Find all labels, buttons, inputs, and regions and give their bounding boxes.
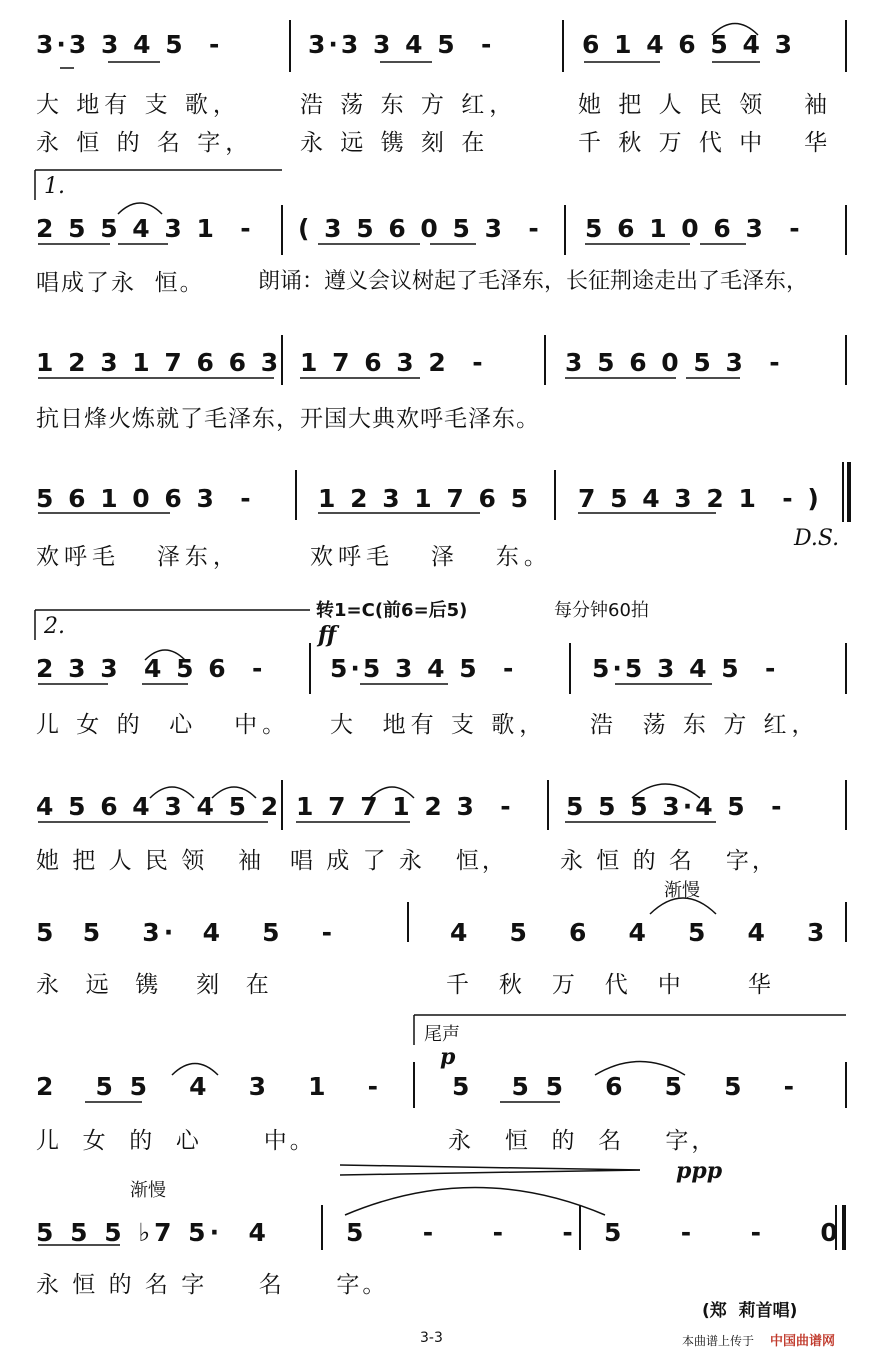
lyric-line: 唱成了永 恒。 — [36, 270, 205, 296]
lyric-line: 永 远 镌 刻 在 — [300, 130, 490, 156]
lyric-line: 欢呼毛 泽东， — [36, 544, 241, 570]
measure: 5 5 5 6 5 5 - — [452, 1072, 799, 1101]
measure: 5·5 3 4 5 - — [592, 654, 779, 683]
measure: 7 5 4 3 2 1 - ) — [578, 484, 822, 513]
measure: ( 3 5 6 0 5 3 - — [298, 214, 542, 243]
measure: 3 5 6 0 5 3 - — [565, 348, 783, 377]
measure: 5 - - - — [346, 1218, 587, 1247]
lyric-line: 她 把 人 民 领 袖 — [578, 92, 833, 118]
measure: 2 5 5 4 3 1 - — [36, 1072, 383, 1101]
tempo-mark: 渐慢 — [130, 1180, 166, 1201]
measure: 5 6 1 0 6 3 - — [36, 484, 254, 513]
lyric-line: 浩 荡 东 方 红， — [300, 92, 518, 118]
measure: 5·5 3 4 5 - — [330, 654, 517, 683]
recitation: 朗诵：遵义会议树起了毛泽东，长征荆途走出了毛泽东， — [258, 269, 809, 294]
measure: 1 2 3 1 7 6 5 — [318, 484, 531, 513]
key-change: 转1=C(前6=后5) — [316, 600, 468, 621]
coda-label: 尾声 — [424, 1024, 460, 1045]
measure: 5 6 1 0 6 3 - — [585, 214, 803, 243]
measure-2: 3·3 3 4 5 - — [308, 30, 495, 59]
measure: 1 7 6 3 2 - — [300, 348, 486, 377]
lyric-line: 浩 荡 东 方 红， — [590, 712, 820, 738]
page-number: 3-3 — [420, 1330, 443, 1346]
lyric-line: 儿 女 的 心 中。 — [36, 712, 291, 738]
lyric-line: 千 秋 万 代 中 华 — [446, 972, 773, 998]
lyric-line: 大 地有 支 歌， — [330, 712, 548, 738]
lyric-line: 儿 女 的 心 中。 — [36, 1128, 316, 1154]
ds-mark: D.S. — [794, 526, 840, 551]
measure: 5 - - 0 — [604, 1218, 852, 1247]
lyric-line: 千 秋 万 代 中 华 — [578, 130, 833, 156]
measure: 4 5 6 4 5 4 3 — [450, 918, 829, 947]
measure-3: 6 1 4 6 5 4 3 — [582, 30, 795, 59]
tempo-mark: 渐慢 — [664, 880, 700, 901]
dynamic-ppp: ppp — [676, 1158, 723, 1184]
tempo: 每分钟60拍 — [554, 600, 649, 621]
lyric-line: 大 地有 支 歌， — [36, 92, 241, 118]
measure: 2 3 3 4 5 6 - — [36, 654, 266, 683]
measure: 4 5 6 4 3 4 5 2 — [36, 792, 282, 821]
lyric-line: 永 远 镌 刻 在 — [36, 972, 273, 998]
lyric-line: 永 恒 的 名 字 名 字。 — [36, 1272, 389, 1298]
lyric-line: 永 恒 的 名 字， — [448, 1128, 718, 1154]
measure: 1 2 3 1 7 6 6 3 — [36, 348, 282, 377]
volta-label: 1. — [44, 174, 65, 199]
measure: 5 5 3· 4 5 - — [36, 918, 336, 947]
measure: 5 5 5 ♭7 5· 4 — [36, 1218, 270, 1247]
recitation: 开国大典欢呼毛泽东。 — [300, 406, 540, 432]
lyric-line: 欢呼毛 泽 东。 — [310, 544, 552, 570]
credit: (郑 莉首唱) — [702, 1301, 798, 1321]
dynamic-p: p — [440, 1044, 456, 1070]
lyric-line: 永 恒 的 名 字， — [560, 848, 778, 874]
footer-site-logo[interactable]: 中国曲谱网 — [770, 1334, 836, 1349]
measure: 1 7 7 1 2 3 - — [296, 792, 514, 821]
measure-1: 3·3 3 4 5 - — [36, 30, 223, 59]
measure: 5 5 5 3·4 5 - — [566, 792, 785, 821]
lyric-line: 唱 成 了 永 恒， — [290, 848, 508, 874]
dynamic-ff: ff — [318, 622, 337, 648]
recitation: 抗日烽火炼就了毛泽东， — [36, 406, 300, 432]
measure: 2 5 5 4 3 1 - — [36, 214, 254, 243]
footer-upload: 本曲谱上传于 — [682, 1334, 755, 1348]
lyric-line: 永 恒 的 名 字， — [36, 130, 254, 156]
lyric-line: 她 把 人 民 领 袖 — [36, 848, 265, 874]
volta-label: 2. — [44, 614, 65, 639]
